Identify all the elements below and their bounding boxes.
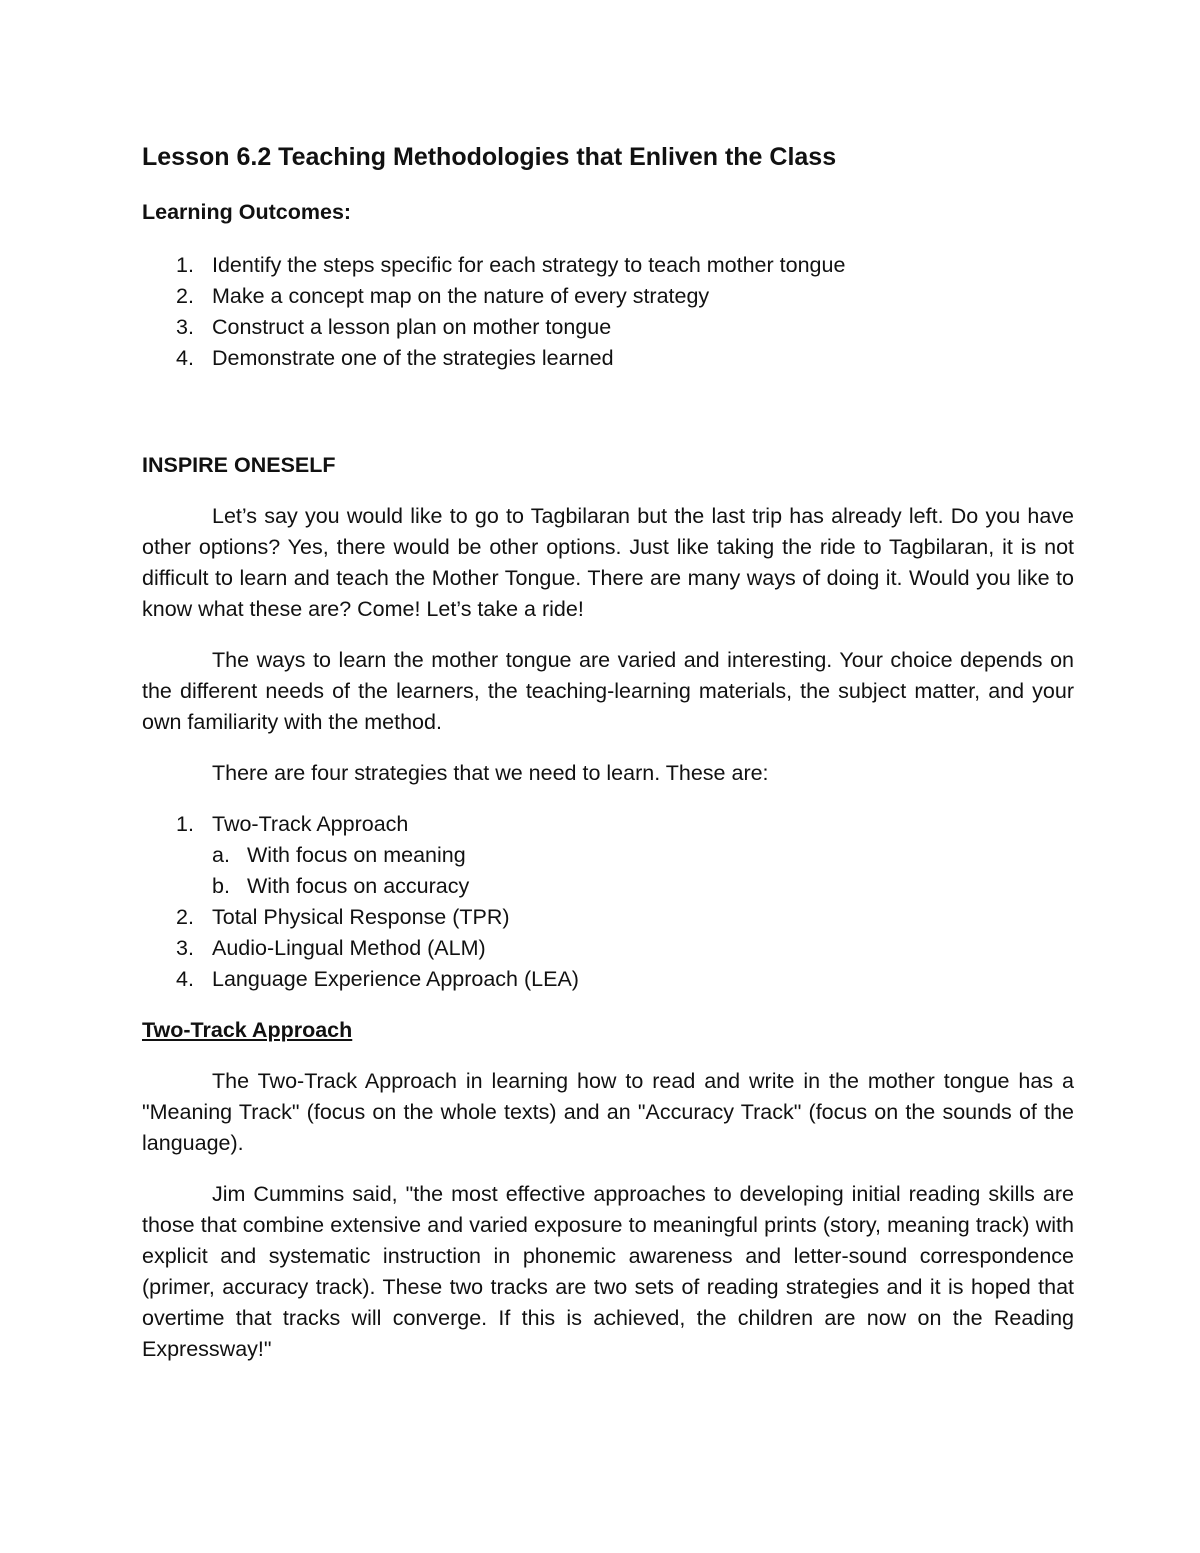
sub-list-container (142, 840, 1074, 902)
sub-list-letter: a. (212, 843, 230, 867)
list-number: 3. (176, 315, 194, 339)
sub-list-letter: b. (212, 874, 230, 898)
inspire-oneself-heading: INSPIRE ONESELF (142, 453, 336, 477)
list-item (142, 250, 1074, 281)
sub-list-item (142, 840, 1074, 871)
list-number: 1. (176, 812, 194, 836)
list-item (142, 902, 1074, 933)
list-number: 1. (176, 253, 194, 277)
document-page (142, 140, 1074, 1365)
learning-outcomes-heading: Learning Outcomes: (142, 200, 352, 224)
list-item-text: Two-Track Approach (212, 812, 409, 836)
list-item (142, 964, 1074, 995)
list-item-text: Audio-Lingual Method (ALM) (212, 936, 486, 960)
sub-list-item-text: With focus on accuracy (247, 874, 470, 898)
paragraph: Jim Cummins said, "the most effective approaches to developing initial reading skills are those that combine extensive and varied exposure to meaningful prints (story, meaning track) with explicit and systematic instruction in phonemic awareness and letter-sound correspondence (primer, accuracy track). These two tracks are two sets of reading strategies and it is hoped that overtime that tracks will converge. If this is achieved, the children are now on the Reading Expressway!" (142, 1182, 1074, 1361)
list-item-text: Language Experience Approach (LEA) (212, 967, 579, 991)
paragraph: There are four strategies that we need to learn. These are: (212, 761, 769, 785)
list-number: 3. (176, 936, 194, 960)
paragraph: The Two-Track Approach in learning how to read and write in the mother tongue has a "Meaning Track" (focus on the whole texts) and an "Accuracy Track" (focus on the sounds of the language). (142, 1069, 1074, 1155)
list-item (142, 312, 1074, 343)
lesson-title: Lesson 6.2 Teaching Methodologies that Enliven the Class (142, 143, 837, 171)
list-number: 4. (176, 346, 194, 370)
strategies-list (142, 809, 1074, 995)
sub-list-item (142, 871, 1074, 902)
list-item (142, 809, 1074, 840)
list-item (142, 933, 1074, 964)
list-item (142, 343, 1074, 374)
list-item-text: Identify the steps specific for each strategy to teach mother tongue (212, 253, 846, 277)
two-track-sub-list (142, 840, 1074, 902)
list-number: 2. (176, 284, 194, 308)
list-item-text: Construct a lesson plan on mother tongue (212, 315, 612, 339)
learning-outcomes-list (142, 250, 1074, 374)
list-item (142, 281, 1074, 312)
paragraph: The ways to learn the mother tongue are varied and interesting. Your choice depends on the different needs of the learners, the teaching-learning materials, the subject matter, and your own familiarity with the method. (142, 648, 1074, 734)
two-track-approach-heading: Two-Track Approach (142, 1018, 353, 1042)
paragraph: Let’s say you would like to go to Tagbilaran but the last trip has already left. Do you have other options? Yes, there would be other options. Just like taking the ride to Tagbilaran, it is not difficult to learn and teach the Mother Tongue. There are many ways of doing it. Would you like to know what these are? Come! Let’s take a ride! (142, 504, 1074, 621)
list-item-text: Total Physical Response (TPR) (212, 905, 510, 929)
sub-list-item-text: With focus on meaning (247, 843, 466, 867)
list-number: 4. (176, 967, 194, 991)
list-number: 2. (176, 905, 194, 929)
list-item-text: Make a concept map on the nature of every strategy (212, 284, 710, 308)
list-item-text: Demonstrate one of the strategies learned (212, 346, 614, 370)
